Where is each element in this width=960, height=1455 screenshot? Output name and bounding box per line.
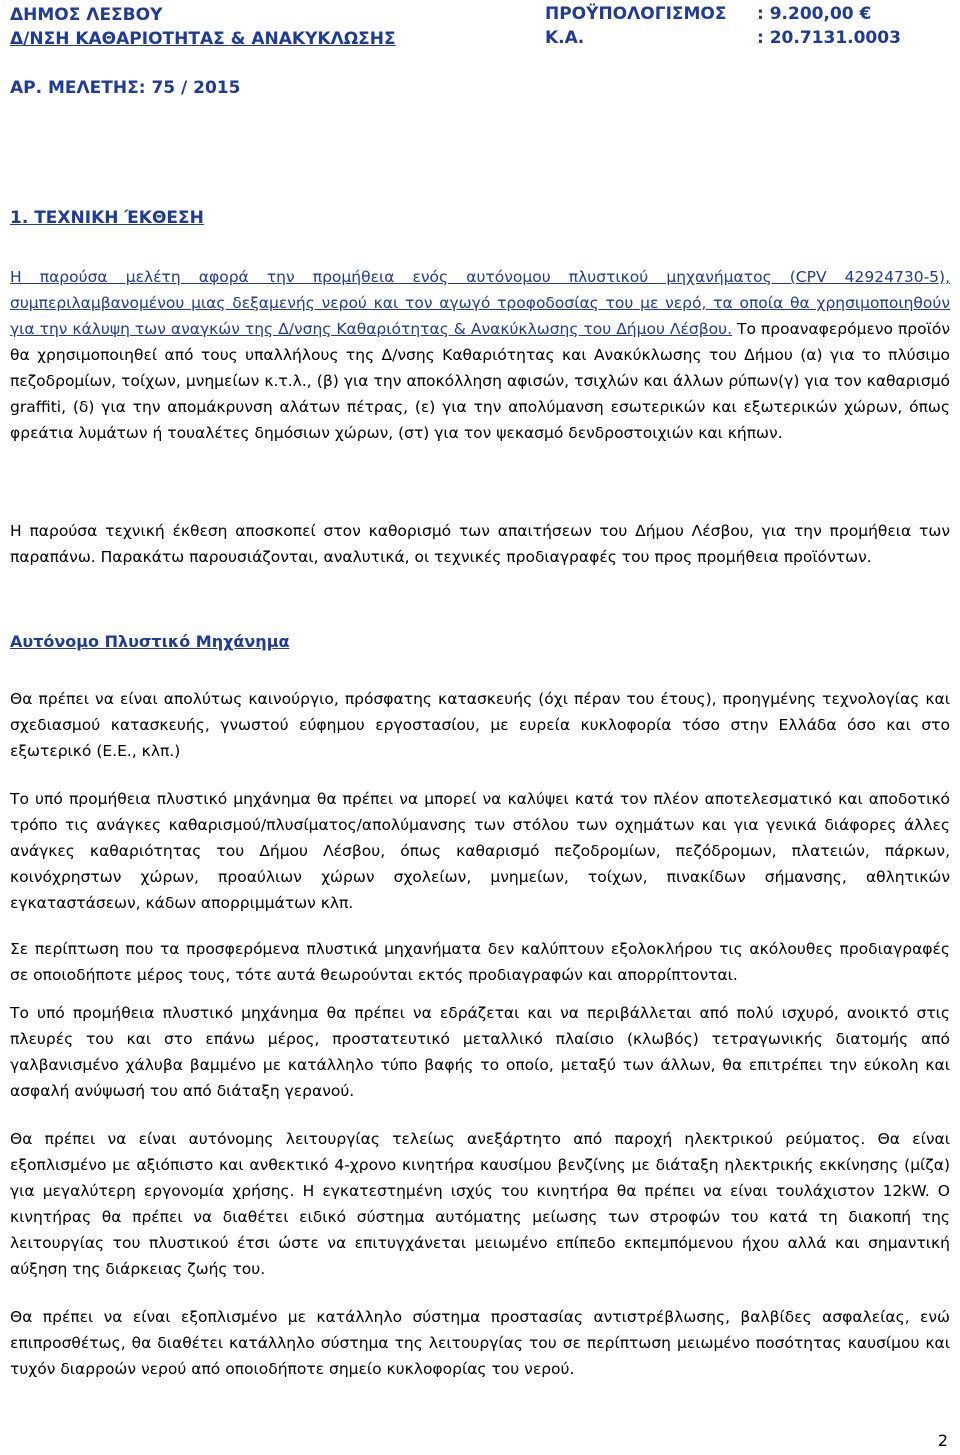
- intro-paragraph: [10, 264, 950, 446]
- department-title: Δ/ΝΣΗ ΚΑΘΑΡΙΟΤΗΤΑΣ & ΑΝΑΚΥΚΛΩΣΗΣ: [10, 29, 396, 49]
- study-number: ΑΡ. ΜΕΛΕΤΗΣ: 75 / 2015: [10, 78, 241, 98]
- page-number: 2: [937, 1431, 948, 1450]
- ka-label: Κ.Α.: [545, 28, 585, 48]
- paragraph-2: Το υπό προμήθεια πλυστικό μηχάνημα θα πρέπει να μπορεί να καλύψει κατά τον πλέον αποτελεσματικό και αποδοτικό τρόπο τις ανάγκες καθαρισμού/πλυσίματος/απολύμανσης των στόλου των οχημάτων και για γενικά διάφορες άλλες ανάγκες καθαριότητας του Δήμου Λέσβου, όπως καθαρισμό πεζοδρομίων, πεζόδρομων, πλατειών, πάρκων, κοινόχρηστων χώρων, προαύλιων χώρων σχολείων, μνημείων, τοίχων, πινακίδων σήμανσης, αθλητικών εγκαταστάσεων, κάδων απορριμμάτων κλπ.: [10, 790, 950, 912]
- budget-label: ΠΡΟΫΠΟΛΟΓΙΣΜΟΣ: [545, 4, 727, 24]
- intro-rest: Το προαναφερόμενο προϊόν θα χρησιμοποιηθεί από τους υπαλλήλους της Δ/νσης Καθαριότητας και Ανακύκλωσης του Δήμου (α) για το πλύσιμο πεζοδρομίων, τοίχων, μνημείων κ.τ.λ., (β) για την αποκόλληση αφισών, τσιχλών και άλλων ρύπων(γ) για τον καθαρισμό graffiti, (δ) για την απομάκρυνση αλάτων πέτρας, (ε) για την απολύμανση εσωτερικών και εξωτερικών χώρων, όπως φρεάτια λυμάτων ή τουαλέτες δημόσιων χώρων, (στ) για τον ψεκασμό δενδροστοιχιών και κήπων.: [10, 320, 951, 442]
- ka-value: : 20.7131.0003: [757, 28, 901, 48]
- paragraph-1: Θα πρέπει να είναι απολύτως καινούργιο, πρόσφατης κατασκευής (όχι πέραν του έτους), προηγμένης τεχνολογίας και σχεδιασμού κατασκευής, γνωστού εύφημου εργοστασίου, με ευρεία κυκλοφορία τόσο στην Ελλάδα όσο και στο εξωτερικό (Ε.Ε., κλπ.): [10, 690, 950, 760]
- budget-value: : 9.200,00 €: [757, 4, 872, 24]
- paragraph-3: Σε περίπτωση που τα προσφερόμενα πλυστικά μηχανήματα δεν καλύπτουν εξολοκλήρου τις ακόλουθες προδιαγραφές σε οποιοδήποτε μέρος τους, τότε αυτά θεωρούνται εκτός προδιαγραφών και απορρίπτονται.: [10, 940, 950, 984]
- purpose-paragraph: Η παρούσα τεχνική έκθεση αποσκοπεί στον καθορισμό των απαιτήσεων του Δήμου Λέσβου, για την προμήθεια των παραπάνω. Παρακάτω παρουσιάζονται, αναλυτικά, οι τεχνικές προδιαγραφές του προς προμήθεια προϊόντων.: [10, 522, 950, 566]
- subsection-title: Αυτόνομο Πλυστικό Μηχάνημα: [10, 632, 290, 651]
- municipality-title: ΔΗΜΟΣ ΛΕΣΒΟΥ: [10, 5, 163, 25]
- paragraph-4: Το υπό προμήθεια πλυστικό μηχάνημα θα πρέπει να εδράζεται και να περιβάλλεται από πολύ ισχυρό, ανοικτό στις πλευρές του και στο επάνω μέρος, προστατευτικό μεταλλικό πλαίσιο (κλωβός) τετραγωνικής διατομής από γαλβανισμένο χάλυβα βαμμένο με κατάλληλο τύπο βαφής το οποίο, μεταξύ των άλλων, θα επιτρέπει την εύκολη και ασφαλή ανύψωσή του από διάταξη γερανού.: [10, 1004, 950, 1100]
- paragraph-6: Θα πρέπει να είναι εξοπλισμένο με κατάλληλο σύστημα προστασίας αντιστρέβλωσης, βαλβίδες ασφαλείας, ενώ επιπροσθέτως, θα διαθέτει κατάλληλο σύστημα της λειτουργίας του σε περίπτωση μειωμένο ποσότητας καυσίμου και τυχόν διαρροών νερού από οποιοδήποτε σημείο κυκλοφορίας του νερού.: [10, 1308, 950, 1378]
- intro-highlight: Η παρούσα μελέτη αφορά την προμήθεια ενός αυτόνομου πλυστικού μηχανήματος (CPV 42924730-5), συμπεριλαμβανομένου μιας δεξαμενής νερού και τον αγωγό τροφοδοσίας του με νερό, τα οποία θα χρησιμοποιηθούν για την κάλυψη των αναγκών της Δ/νσης Καθαριότητας & Ανακύκλωσης του Δήμου Λέσβου.: [10, 268, 950, 338]
- section-title: 1. ΤΕΧΝΙΚΗ ΈΚΘΕΣΗ: [10, 208, 204, 228]
- paragraph-5: Θα πρέπει να είναι αυτόνομης λειτουργίας τελείως ανεξάρτητο από παροχή ηλεκτρικού ρεύματος. Θα είναι εξοπλισμένο με αξιόπιστο και ανθεκτικό 4-χρονο κινητήρα καυσίμου βενζίνης με διάταξη ηλεκτρικής εκκίνησης (μίζα) για μεγαλύτερη εργονομία χρήσης. Η εγκατεστημένη ισχύς του κινητήρα θα πρέπει να είναι τουλάχιστον 12kW. Ο κινητήρας θα πρέπει να διαθέτει ειδικό σύστημα αυτόματης μείωσης των στροφών του κατά τη διακοπή της λειτουργίας του πλυστικού έτσι ώστε να επιτυγχάνεται μειωμένο επίπεδο εκπεμπόμενου ήχου αλλά και σημαντική αύξηση της διάρκειας ζωής του.: [10, 1130, 950, 1278]
